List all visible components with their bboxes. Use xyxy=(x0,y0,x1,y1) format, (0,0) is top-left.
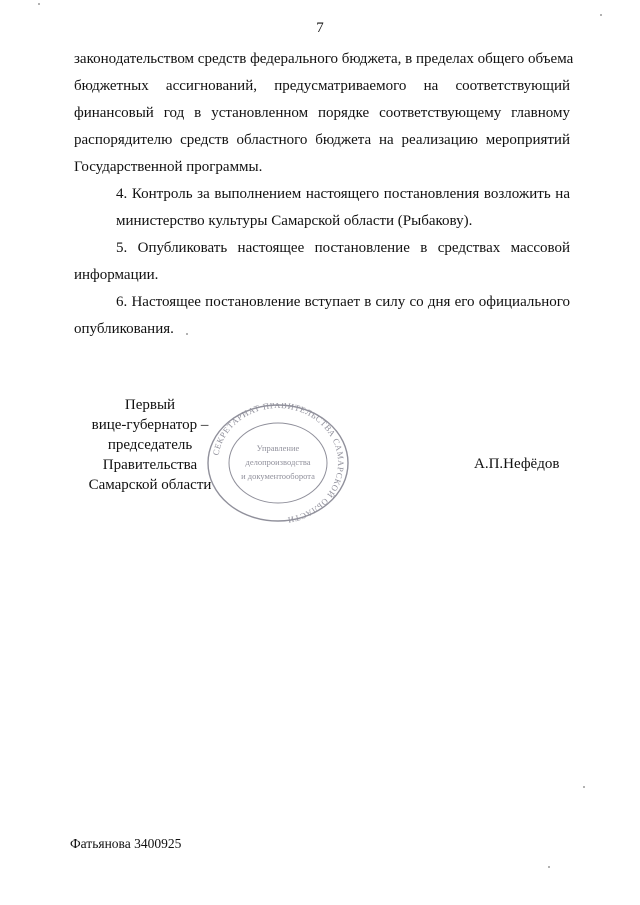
text-line: 5. Опубликовать настоящее постановление в средствах массовой xyxy=(116,240,570,256)
text-line: бюджетных ассигнований, предусматриваемого на соответствующий xyxy=(74,78,570,94)
text-line: опубликования. xyxy=(74,321,174,337)
signatory-title-line: председатель Правительства xyxy=(102,437,198,473)
paragraph-6 xyxy=(74,289,570,343)
text-line: законодательством средств федерального бюджета, в пределах общего объема xyxy=(74,51,574,67)
signatory-title-line: вице-губернатор – xyxy=(91,417,209,433)
scan-speck xyxy=(583,786,585,788)
text-line: 4. Контроль за выполнением настоящего постановления возложить на xyxy=(116,186,570,202)
text-line: финансовый год в установленном порядке соответствующему главному xyxy=(74,105,570,121)
stamp-ring-text: СЕКРЕТАРИАТ ПРАВИТЕЛЬСТВА САМАРСКОЙ ОБЛАСТИ xyxy=(210,403,347,523)
text-line: 6. Настоящее постановление вступает в силу со дня его официального xyxy=(116,294,570,310)
text-line: распорядителю средств областного бюджета на реализацию мероприятий xyxy=(74,132,570,148)
text-line: Государственной программы. xyxy=(74,159,263,175)
signatory-title-line: Самарской области xyxy=(88,477,212,493)
page-number: 7 xyxy=(316,20,324,36)
stamp-center-line: Управление xyxy=(256,443,300,453)
text-line: информации. xyxy=(74,267,159,283)
scan-speck xyxy=(186,333,188,335)
executor-note: Фатьянова 3400925 xyxy=(70,836,182,851)
scan-speck xyxy=(600,14,602,16)
text-line: министерство культуры Самарской области (Рыбакову). xyxy=(116,213,473,229)
paragraph-continuation xyxy=(74,46,574,181)
official-seal-stamp xyxy=(203,403,353,523)
stamp-center-line: и документооборота xyxy=(241,471,315,481)
signatory-name: А.П.Нефёдов xyxy=(474,456,560,472)
body-text xyxy=(74,46,574,343)
stamp-center-line: делопроизводства xyxy=(245,457,311,467)
signatory-title-line: Первый xyxy=(124,397,176,413)
scan-speck xyxy=(548,866,550,868)
paragraph-4 xyxy=(74,181,570,235)
scan-speck xyxy=(38,3,40,5)
paragraph-5 xyxy=(74,235,570,289)
